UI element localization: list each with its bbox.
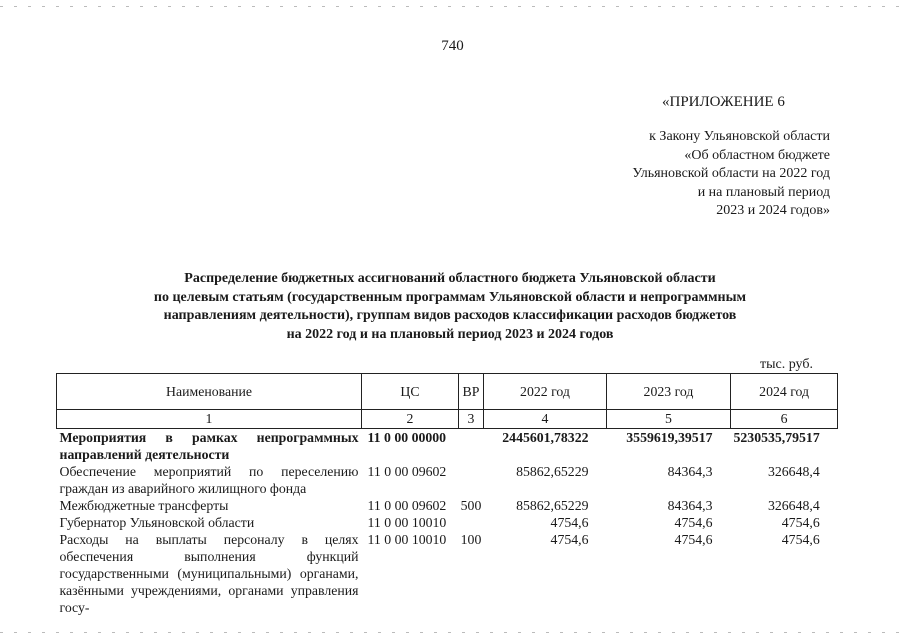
row-vr: 100: [460, 532, 482, 547]
row-vr: [459, 514, 484, 531]
row-cs: 11 0 00 10010: [367, 532, 447, 547]
row-2023: 84364,3: [667, 498, 713, 513]
header-cs: ЦС: [362, 374, 459, 410]
row-name: Мероприятия в рамках непрограммных направлений деятельности: [59, 430, 359, 462]
column-number: 1: [57, 410, 362, 429]
row-cs: 11 0 00 09602: [367, 464, 447, 479]
title-line: по целевым статьям (государственным программам Ульяновской области и непрограммным: [153, 289, 747, 305]
header-name: Наименование: [57, 374, 362, 410]
title-line: направлениям деятельности), группам видов расходов классификации расходов бюджетов: [163, 308, 737, 323]
header-vr: ВР: [459, 374, 484, 410]
row-vr: [459, 429, 484, 464]
header-2024: 2024 год: [731, 374, 838, 410]
appendix-title: «ПРИЛОЖЕНИЕ 6: [662, 94, 785, 110]
row-cs: 11 0 00 10010: [367, 515, 447, 530]
row-2023: 84364,3: [667, 464, 713, 479]
row-2024: 326648,4: [767, 464, 820, 479]
row-vr: 500: [460, 498, 482, 513]
row-name: Губернатор Ульяновской области: [59, 515, 255, 530]
table-row: [57, 497, 838, 514]
page-number: 740: [441, 38, 464, 54]
row-name: Межбюджетные трансферты: [59, 498, 229, 513]
column-number: 2: [362, 410, 459, 429]
row-2024: 326648,4: [767, 498, 820, 513]
units-label: тыс. руб.: [760, 357, 813, 372]
document-title: [90, 270, 810, 344]
row-2022: 85862,65229: [516, 464, 589, 479]
title-line: Распределение бюджетных ассигнований областного бюджета Ульяновской области: [184, 271, 716, 286]
column-number-row: [57, 410, 838, 429]
table-row: [57, 429, 838, 464]
row-name: Обеспечение мероприятий по переселению граждан из аварийного жилищного фонда: [59, 464, 359, 496]
column-number: 3: [459, 410, 484, 429]
column-number: 6: [731, 410, 838, 429]
row-2022: 2445601,78322: [502, 430, 589, 445]
table-row: [57, 463, 838, 497]
row-2022: 4754,6: [550, 515, 589, 530]
law-reference-line: «Об областном бюджете: [684, 147, 830, 163]
row-cs: 11 0 00 00000: [367, 430, 447, 445]
law-reference-line: Ульяновской области на 2022 год: [632, 166, 830, 181]
table-row: [57, 514, 838, 531]
row-name: Расходы на выплаты персоналу в целях обеспечения выполнения функций государственными (муниципальными) органами, казёнными учреждениями, органами управления госу-: [59, 532, 359, 615]
row-cs: 11 0 00 09602: [367, 498, 447, 513]
row-2023: 4754,6: [674, 515, 713, 530]
header-row: [57, 374, 838, 410]
law-reference: [600, 128, 830, 221]
row-vr: [459, 463, 484, 497]
row-2024: 4754,6: [781, 532, 820, 547]
row-2022: 4754,6: [550, 532, 589, 547]
law-reference-line: и на плановый период: [697, 184, 830, 200]
column-number: 5: [607, 410, 731, 429]
row-2022: 85862,65229: [516, 498, 589, 513]
column-number: 4: [484, 410, 607, 429]
law-reference-line: 2023 и 2024 годов»: [716, 203, 830, 218]
header-2023: 2023 год: [607, 374, 731, 410]
row-2023: 4754,6: [674, 532, 713, 547]
header-2022: 2022 год: [484, 374, 607, 410]
title-line: на 2022 год и на плановый период 2023 и 2024 годов: [286, 326, 614, 342]
budget-table: [56, 373, 838, 616]
row-2023: 3559619,39517: [626, 430, 713, 445]
row-2024: 4754,6: [781, 515, 820, 530]
row-2024: 5230535,79517: [733, 430, 820, 445]
table-row: [57, 531, 838, 616]
law-reference-line: к Закону Ульяновской области: [649, 129, 830, 144]
